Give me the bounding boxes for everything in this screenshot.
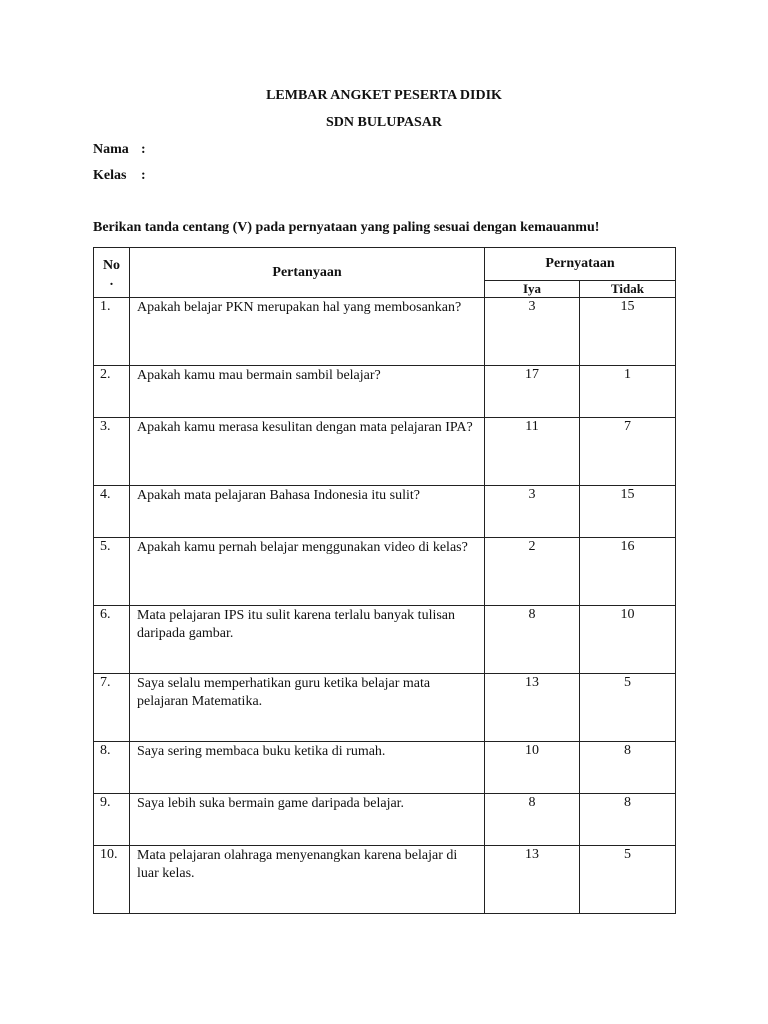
row-no-count: 15 <box>580 298 676 366</box>
row-no-count: 8 <box>580 794 676 846</box>
row-no-count: 5 <box>580 674 676 742</box>
row-no-count: 8 <box>580 742 676 794</box>
row-number: 2. <box>94 366 130 418</box>
row-question: Apakah mata pelajaran Bahasa Indonesia itu sulit? <box>130 486 485 538</box>
row-yes-count: 8 <box>485 606 580 674</box>
header-no-answer: Tidak <box>580 281 676 298</box>
row-yes-count: 3 <box>485 298 580 366</box>
row-number: 1. <box>94 298 130 366</box>
row-yes-count: 8 <box>485 794 580 846</box>
table-row <box>94 742 676 794</box>
row-yes-count: 13 <box>485 674 580 742</box>
row-question: Saya sering membaca buku ketika di rumah. <box>130 742 485 794</box>
name-separator: : <box>141 142 146 157</box>
row-number: 4. <box>94 486 130 538</box>
row-yes-count: 13 <box>485 846 580 914</box>
table-row <box>94 538 676 606</box>
table-row <box>94 674 676 742</box>
row-question: Apakah belajar PKN merupakan hal yang membosankan? <box>130 298 485 366</box>
row-yes-count: 3 <box>485 486 580 538</box>
name-label: Nama <box>93 142 129 157</box>
row-question: Saya lebih suka bermain game daripada belajar. <box>130 794 485 846</box>
row-question: Mata pelajaran olahraga menyenangkan karena belajar di luar kelas. <box>130 846 485 914</box>
table-row <box>94 606 676 674</box>
row-yes-count: 10 <box>485 742 580 794</box>
table-row <box>94 418 676 486</box>
row-yes-count: 11 <box>485 418 580 486</box>
row-no-count: 1 <box>580 366 676 418</box>
table-row <box>94 366 676 418</box>
header-no-label: No <box>102 258 121 273</box>
class-separator: : <box>141 168 146 183</box>
header-no-dot: . <box>109 274 114 289</box>
row-number: 8. <box>94 742 130 794</box>
instruction-text: Berikan tanda centang (V) pada pernyataan yang paling sesuai dengan kemauanmu! <box>93 220 600 235</box>
row-number: 6. <box>94 606 130 674</box>
row-number: 7. <box>94 674 130 742</box>
name-field <box>93 142 146 158</box>
header-no <box>94 248 130 298</box>
school-name: SDN BULUPASAR <box>325 115 443 130</box>
row-yes-count: 2 <box>485 538 580 606</box>
table-row <box>94 846 676 914</box>
row-number: 3. <box>94 418 130 486</box>
table-row <box>94 486 676 538</box>
row-question: Apakah kamu pernah belajar menggunakan video di kelas? <box>130 538 485 606</box>
row-question: Mata pelajaran IPS itu sulit karena terlalu banyak tulisan daripada gambar. <box>130 606 485 674</box>
row-number: 10. <box>94 846 130 914</box>
table-row <box>94 794 676 846</box>
row-yes-count: 17 <box>485 366 580 418</box>
header-question: Pertanyaan <box>130 248 485 298</box>
row-no-count: 15 <box>580 486 676 538</box>
survey-table <box>93 247 676 914</box>
header-statement: Pernyataan <box>485 248 676 281</box>
row-question: Apakah kamu merasa kesulitan dengan mata pelajaran IPA? <box>130 418 485 486</box>
row-no-count: 7 <box>580 418 676 486</box>
row-no-count: 16 <box>580 538 676 606</box>
header-yes: Iya <box>485 281 580 298</box>
table-row <box>94 298 676 366</box>
row-number: 9. <box>94 794 130 846</box>
class-label: Kelas <box>93 168 127 183</box>
row-question: Apakah kamu mau bermain sambil belajar? <box>130 366 485 418</box>
row-question: Saya selalu memperhatikan guru ketika belajar mata pelajaran Matematika. <box>130 674 485 742</box>
row-no-count: 5 <box>580 846 676 914</box>
row-number: 5. <box>94 538 130 606</box>
class-field <box>93 168 146 184</box>
document-title: LEMBAR ANGKET PESERTA DIDIK <box>266 88 502 103</box>
row-no-count: 10 <box>580 606 676 674</box>
